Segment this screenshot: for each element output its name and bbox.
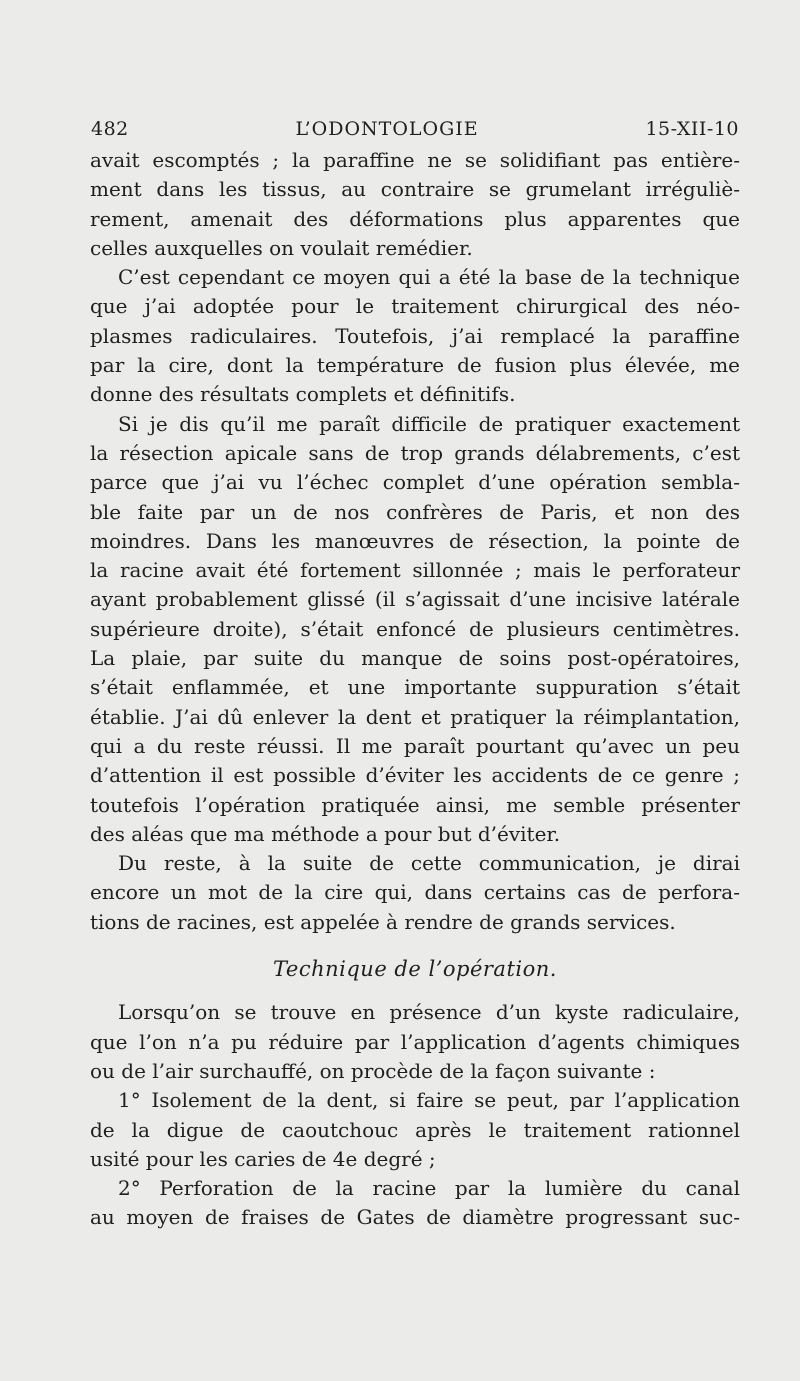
text-line: toutefois l’opération pratiquée ainsi, me semble présenter xyxy=(90,792,740,817)
paragraph xyxy=(90,410,740,849)
paragraph xyxy=(90,146,740,263)
issue-date: 15-XII-10 xyxy=(645,118,739,140)
journal-title: L’ODONTOLOGIE xyxy=(295,118,479,140)
text-line: supérieure droite), s’était enfoncé de plusieurs centimètres. xyxy=(90,616,740,641)
text-line: usité pour les caries de 4e degré ; xyxy=(90,1146,436,1171)
text-line: par la cire, dont la température de fusion plus élevée, me xyxy=(90,353,740,378)
text-line: que j’ai adoptée pour le traitement chirurgical des néo- xyxy=(90,294,740,319)
text-line: ble faite par un de nos confrères de Paris, et non des xyxy=(90,499,740,524)
text-line: des aléas que ma méthode a pour but d’éviter. xyxy=(90,821,561,846)
text-line: la résection apicale sans de trop grands délabrements, c’est xyxy=(90,440,740,465)
page-number: 482 xyxy=(91,118,129,140)
text-line: ou de l’air surchauffé, on procède de la façon suivante : xyxy=(90,1058,656,1083)
text-line: la racine avait été fortement sillonnée ; mais le perforateur xyxy=(90,558,740,583)
text-line: établie. J’ai dû enlever la dent et pratiquer la réimplantation, xyxy=(90,704,740,729)
paragraph xyxy=(90,849,740,937)
text-line: de la digue de caoutchouc après le traitement rationnel xyxy=(90,1117,740,1142)
text-line: ayant probablement glissé (il s’agissait d’une incisive latérale xyxy=(90,587,740,612)
text-line: Si je dis qu’il me paraît difficile de pratiquer exactement xyxy=(118,411,740,436)
text-line: rement, amenait des déformations plus apparentes que xyxy=(90,206,740,231)
paragraphs-after-heading xyxy=(90,998,740,1232)
paragraph xyxy=(90,998,740,1086)
text-line: s’était enflammée, et une importante suppuration s’était xyxy=(90,675,740,700)
text-line: que l’on n’a pu réduire par l’application d’agents chimiques xyxy=(90,1029,740,1054)
paragraph xyxy=(90,263,740,409)
paragraphs-before-heading xyxy=(90,146,740,937)
text-line: encore un mot de la cire qui, dans certains cas de perfora- xyxy=(90,880,740,905)
text-line: C’est cependant ce moyen qui a été la base de la technique xyxy=(118,265,740,290)
text-line: qui a du reste réussi. Il me paraît pourtant qu’avec un peu xyxy=(90,733,740,758)
text-line: ment dans les tissus, au contraire se grumelant irréguliè- xyxy=(90,177,740,202)
text-line: d’attention il est possible d’éviter les accidents de ce genre ; xyxy=(90,763,740,788)
paragraph xyxy=(90,1086,740,1174)
paragraph xyxy=(90,1174,740,1233)
text-line: 2° Perforation de la racine par la lumière du canal xyxy=(118,1176,740,1201)
text-line: Lorsqu’on se trouve en présence d’un kyste radiculaire, xyxy=(118,1000,740,1025)
running-header xyxy=(91,118,739,144)
text-line: plasmes radiculaires. Toutefois, j’ai remplacé la paraffine xyxy=(90,323,740,348)
text-line: moindres. Dans les manœuvres de résection, la pointe de xyxy=(90,528,740,553)
text-line: tions de racines, est appelée à rendre de grands services. xyxy=(90,909,676,934)
text-line: Du reste, à la suite de cette communication, je dirai xyxy=(118,851,740,876)
text-line: parce que j’ai vu l’échec complet d’une opération sembla- xyxy=(90,470,740,495)
text-line: donne des résultats complets et définitifs. xyxy=(90,382,516,407)
text-line: au moyen de fraises de Gates de diamètre progressant suc- xyxy=(90,1205,740,1230)
text-line: La plaie, par suite du manque de soins post-opératoires, xyxy=(90,646,740,671)
section-heading: Technique de l’opération. xyxy=(273,957,557,982)
text-line: 1° Isolement de la dent, si faire se peut, par l’application xyxy=(118,1088,740,1113)
text-line: celles auxquelles on voulait remédier. xyxy=(90,235,473,260)
text-line: avait escomptés ; la paraffine ne se solidifiant pas entière- xyxy=(90,148,740,172)
body-text xyxy=(90,146,740,1233)
